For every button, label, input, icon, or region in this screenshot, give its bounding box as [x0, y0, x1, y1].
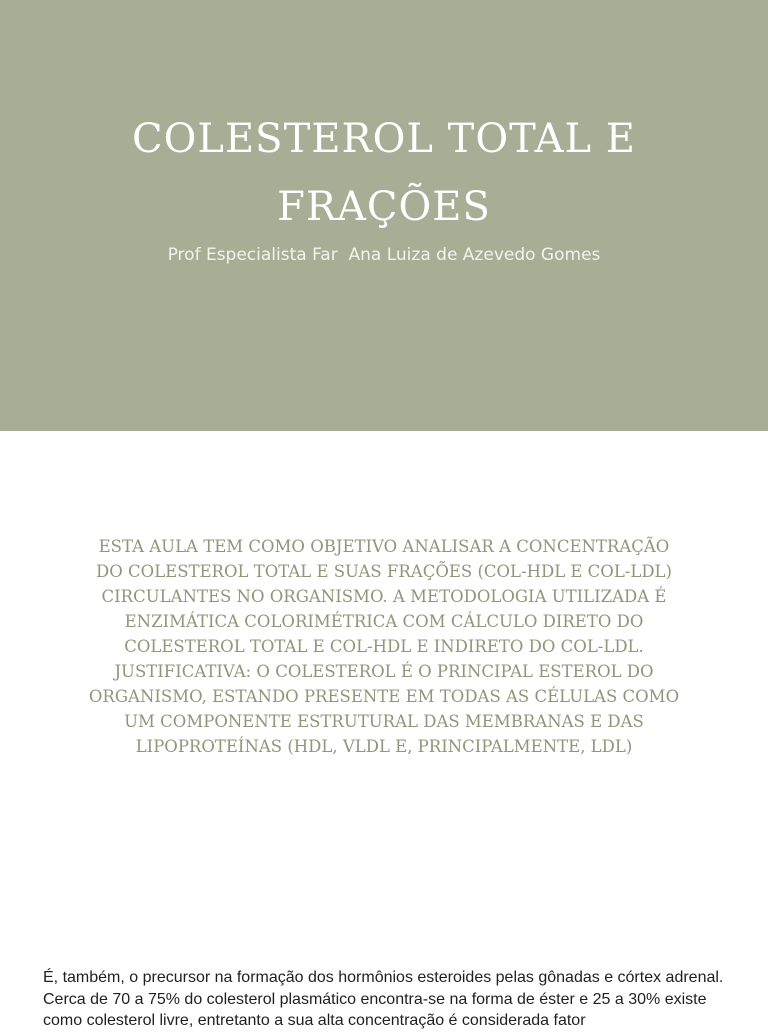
- summary-paragraph: ESTA AULA TEM COMO OBJETIVO ANALISAR A CONCENTRAÇÃO DO COLESTEROL TOTAL E SUAS FRAÇÕES (COL-HDL E COL-LDL) CIRCULANTES NO ORGANISMO. A METODOLOGIA UTILIZADA É ENZIMÁTICA COLORIMÉTRICA COM CÁLCULO DIRETO DO COLESTEROL TOTAL E COL-HDL E INDIRETO DO COL-LDL. JUSTIFICATIVA: O COLESTEROL É O PRINCIPAL ESTEROL DO ORGANISMO, ESTANDO PRESENTE EM TODAS AS CÉLULAS COMO UM COMPONENTE ESTRUTURAL DAS MEMBRANAS E DAS LIPOPROTEÍNAS (HDL, VLDL E, PRINCIPALMENTE, LDL): [88, 537, 680, 756]
- page-title: [0, 105, 768, 241]
- author-subtitle: Prof Especialista Far Ana Luiza de Azevedo Gomes: [167, 245, 601, 265]
- title-banner: [0, 0, 768, 431]
- page-title-line-2: FRAÇÕES: [277, 184, 491, 230]
- page-title-line-1: COLESTEROL TOTAL E: [132, 116, 636, 162]
- body-paragraph: É, também, o precursor na formação dos hormônios esteroides pelas gônadas e córtex adrenal. Cerca de 70 a 75% do colesterol plasmático encontra-se na forma de éster e 25 a 30% existe como colesterol livre, entretanto a sua alta concentração é considerada fator: [43, 969, 724, 1029]
